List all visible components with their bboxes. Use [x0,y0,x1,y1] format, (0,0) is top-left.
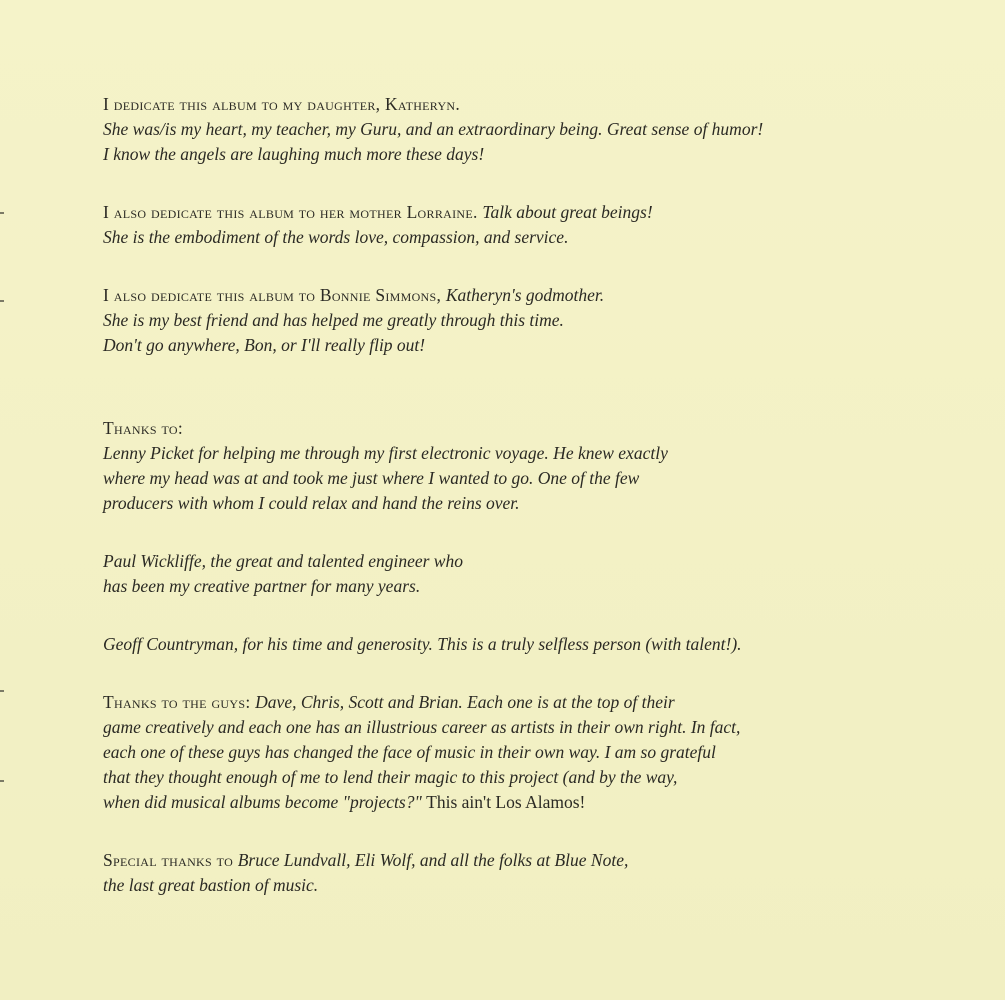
thanks-line [103,416,963,441]
dedication-text: She is my best friend and has helped me greatly through this time. [103,310,564,330]
dedication-lorraine [103,200,963,250]
dedication-text: Don't go anywhere, Bon, or I'll really flip out! [103,335,426,355]
thanks-line [103,632,963,657]
thanks-text: game creatively and each one has an illustrious career as artists in their own right. In fact, [103,717,741,737]
dedication-heading: I dedicate this album to my daughter, Katheryn. [103,94,461,114]
thanks-text: Lenny Picket for helping me through my first electronic voyage. He knew exactly [103,443,668,463]
thanks-line [103,466,963,491]
thanks-line [103,740,963,765]
thanks-text: Dave, Chris, Scott and Brian. Each one is at the top of their [255,692,675,712]
thanks-text: producers with whom I could relax and hand the reins over. [103,493,520,513]
thanks-text: that they thought enough of me to lend their magic to this project (and by the way, [103,767,678,787]
dedication-line [103,225,963,250]
thanks-the-guys [103,690,963,815]
dedication-line [103,308,963,333]
dedication-text: Katheryn's godmother. [445,285,605,305]
page-edge-mark [0,212,4,214]
dedication-bonnie [103,283,963,358]
thanks-geoff [103,632,963,657]
dedication-line [103,92,963,117]
thanks-text: each one of these guys has changed the face of music in their own way. I am so grateful [103,742,716,762]
thanks-text: has been my creative partner for many years. [103,576,421,596]
thanks-paul [103,549,963,599]
thanks-line [103,715,963,740]
thanks-line [103,848,963,873]
thanks-text: the last great bastion of music. [103,875,319,895]
page-edge-mark [0,300,4,302]
dedication-line [103,117,963,142]
page-edge-mark [0,780,4,782]
thanks-line [103,549,963,574]
thanks-text: Paul Wickliffe, the great and talented engineer who [103,551,463,571]
thanks-heading: Thanks to the guys: [103,692,256,712]
thanks-text: Geoff Countryman, for his time and generosity. This is a truly selfless person (with talent!). [103,634,742,654]
thanks-lenny [103,416,963,516]
thanks-text: Bruce Lundvall, Eli Wolf, and all the folks at Blue Note, [237,850,629,870]
thanks-text: when did musical albums become "projects?" [103,792,427,812]
thanks-line [103,491,963,516]
dedication-line [103,200,963,225]
thanks-heading: Special thanks to [103,850,238,870]
dedication-text: Talk about great beings! [482,202,653,222]
thanks-text: This ain't Los Alamos! [426,792,586,812]
dedication-line [103,333,963,358]
thanks-line [103,441,963,466]
dedication-line [103,142,963,167]
dedication-heading: I also dedicate this album to her mother Lorraine. [103,202,483,222]
thanks-line [103,574,963,599]
dedication-line [103,283,963,308]
dedication-katheryn [103,92,963,167]
page-edge-mark [0,690,4,692]
thanks-line [103,765,963,790]
thanks-text: where my head was at and took me just where I wanted to go. One of the few [103,468,640,488]
dedication-text: She was/is my heart, my teacher, my Guru, and an extraordinary being. Great sense of humor! [103,119,764,139]
dedication-text: I know the angels are laughing much more these days! [103,144,485,164]
thanks-line [103,790,963,815]
thanks-line [103,690,963,715]
thanks-line [103,873,963,898]
liner-notes-text [103,92,963,898]
thanks-heading: Thanks to: [103,418,184,438]
thanks-special [103,848,963,898]
dedication-heading: I also dedicate this album to Bonnie Simmons, [103,285,446,305]
dedication-text: She is the embodiment of the words love, compassion, and service. [103,227,569,247]
